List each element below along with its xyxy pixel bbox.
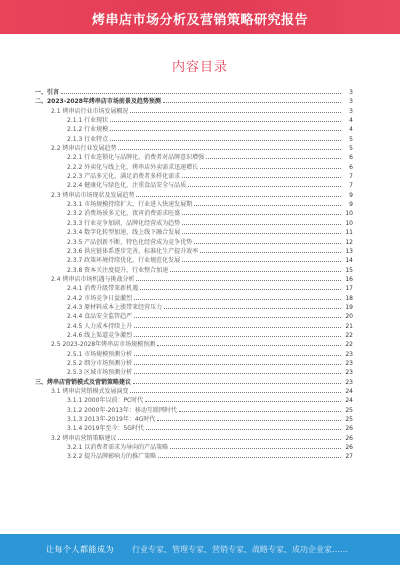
toc-entry[interactable] (35, 191, 353, 200)
toc-entry-page: 13 (345, 247, 353, 255)
toc-entry-page: 11 (345, 229, 353, 237)
toc-entry[interactable] (35, 406, 353, 415)
toc-leader-dots (157, 420, 341, 421)
toc-entry-label: 2.5.2 细分市场预测分析 (67, 359, 133, 367)
toc-entry-page: 22 (345, 331, 353, 339)
toc-leader-dots (130, 392, 341, 393)
toc-entry[interactable] (35, 228, 353, 237)
toc-entry-label: 2.4.1 消费升级带来新机遇 (67, 285, 139, 293)
toc-entry[interactable] (35, 368, 353, 377)
toc-entry-label: 3.1.3 2013年-2019年：4G时代 (67, 416, 156, 424)
toc-leader-dots (145, 401, 341, 402)
toc-leader-dots (140, 289, 341, 290)
toc-entry-label: 2.2.4 健康化与绿色化，注重食品安全与品质 (67, 182, 187, 190)
toc-entry-label: 2.3.4 数字化转型加速，线上线下融合发展 (67, 229, 181, 237)
toc-entry-label: 3.1.1 2000年以前：PC时代 (67, 397, 144, 405)
toc-leader-dots (157, 345, 341, 346)
toc-entry-label: 2.4.6 线上渠道竞争激烈 (67, 331, 133, 339)
toc-leader-dots (158, 457, 341, 458)
toc-entry-page: 24 (345, 388, 353, 395)
toc-leader-dots (110, 140, 341, 141)
toc-entry-label: 2.2.3 产品多元化，满足消费者多样化需求 (67, 173, 181, 181)
toc-entry[interactable] (35, 359, 353, 368)
toc-entry[interactable] (35, 247, 353, 256)
toc-leader-dots (182, 177, 341, 178)
toc-entry[interactable] (35, 387, 353, 396)
toc-entry-page: 6 (349, 163, 353, 171)
toc-leader-dots (134, 373, 341, 374)
toc-leader-dots (134, 327, 341, 328)
toc-leader-dots (163, 102, 341, 103)
toc-entry[interactable] (35, 209, 353, 218)
toc-entry-label: 2.3.6 供应链体系逐步完善，标准化生产提升效率 (67, 247, 199, 255)
toc-entry-page: 25 (345, 416, 353, 424)
toc-leader-dots (194, 205, 341, 206)
toc-entry-label: 3.1.4 2019年至今：5G时代 (67, 425, 144, 433)
toc-leader-dots (130, 112, 341, 113)
toc-entry[interactable] (35, 135, 353, 144)
toc-entry[interactable] (35, 256, 353, 265)
toc-entry-page: 3 (349, 89, 353, 96)
toc-leader-dots (164, 308, 341, 309)
toc-entry[interactable] (35, 107, 353, 116)
toc-leader-dots (61, 93, 341, 94)
toc-entry[interactable] (35, 396, 353, 405)
toc-entry-label: 2.3.5 产品创新不断，特色化经营成为竞争优势 (67, 238, 193, 246)
toc-entry-page: 18 (345, 294, 353, 302)
toc-entry-page: 3 (349, 98, 353, 106)
toc-entry[interactable] (35, 163, 353, 172)
toc-entry-page: 5 (349, 135, 353, 143)
toc-entry-label: 3.1.2 2000年-2013年：移动互联网时代 (67, 406, 177, 414)
toc-entry-label: 2.3.3 行业竞争加剧，品牌化经营成为趋势 (67, 219, 181, 227)
toc-entry-page: 10 (345, 210, 353, 218)
footer-slogan: 让每个人都能成为 (46, 545, 114, 554)
toc-entry[interactable] (35, 443, 353, 452)
toc-leader-dots (134, 299, 341, 300)
toc-entry-page: 23 (345, 378, 353, 386)
toc-entry-label: 2.4 烤串店市场机遇与挑战分析 (51, 275, 135, 283)
toc-entry-page: 4 (349, 117, 353, 125)
toc-title: 内容目录 (171, 60, 228, 75)
toc-leader-dots (200, 252, 341, 253)
toc-entry-page: 12 (345, 238, 353, 246)
toc-leader-dots (133, 383, 341, 384)
toc-entry-label: 2.4.5 人力成本持续上升 (67, 322, 133, 330)
toc-entry-label: 2.4.2 市场竞争日益激烈 (67, 294, 133, 302)
toc-leader-dots (170, 271, 341, 272)
toc-entry-page: 16 (345, 275, 353, 283)
footer-banner (0, 534, 400, 565)
toc-entry-label: 2.4.3 原材料成本上涨带来经营压力 (67, 303, 163, 311)
toc-leader-dots (188, 186, 341, 187)
toc-leader-dots (182, 214, 341, 215)
toc-entry[interactable] (35, 452, 353, 461)
toc-entry[interactable] (35, 284, 353, 293)
toc-entry[interactable] (35, 116, 353, 125)
toc-leader-dots (200, 168, 341, 169)
toc-entry-page: 25 (345, 406, 353, 414)
toc-entry-label: 2.2 烤串店行业发展趋势 (51, 145, 117, 153)
toc-entry-page: 3 (349, 107, 353, 115)
toc-entry-label: 2.1.1 行业现状 (67, 117, 109, 125)
toc-entry-label: 2.2.2 外卖化与线上化，烤串店外卖需求迅速增长 (67, 163, 199, 171)
toc-entry-label: 2.3.1 市场规模持续扩大，行业进入快速发展期 (67, 201, 193, 209)
report-title: 烤串店市场分析及营销策略研究报告 (91, 13, 308, 28)
toc-entry-page: 27 (345, 453, 353, 461)
toc-entry[interactable] (35, 424, 353, 433)
toc-entry[interactable] (35, 378, 353, 387)
toc-entry-page: 23 (345, 369, 353, 377)
toc-entry-page: 9 (349, 191, 353, 199)
toc-entry-label: 2.5 2023-2028年烤串店市场规模预测 (51, 341, 156, 349)
toc-entry-label: 2.5.3 区域市场预测分析 (67, 369, 133, 377)
toc-entry[interactable] (35, 266, 353, 275)
toc-entry-page: 21 (345, 322, 353, 330)
toc-leader-dots (170, 448, 341, 449)
toc-leader-dots (118, 149, 341, 150)
toc-leader-dots (136, 280, 341, 281)
toc-leader-dots (110, 130, 341, 131)
toc-entry-label: 2.3.7 政策环境持续优化，行业规范化发展 (67, 257, 181, 265)
toc-entry[interactable] (35, 97, 353, 106)
report-header (0, 0, 400, 34)
toc-entry[interactable] (35, 275, 353, 284)
toc-entry-label: 3.2 烤串店营销策略建议 (51, 434, 117, 442)
toc-entry[interactable] (35, 312, 353, 321)
toc-entry-page: 17 (345, 285, 353, 293)
toc-entry-label: 2.2.1 行业连锁化与品牌化，消费者对品牌意识增强 (67, 154, 205, 162)
toc-entry-page: 20 (345, 313, 353, 321)
toc-leader-dots (110, 121, 341, 122)
toc-entry[interactable] (35, 294, 353, 303)
toc-leader-dots (134, 364, 341, 365)
toc-entry[interactable] (35, 181, 353, 190)
toc-entry[interactable] (35, 125, 353, 134)
toc-leader-dots (118, 439, 341, 440)
toc-entry[interactable] (35, 415, 353, 424)
toc-leader-dots (136, 196, 341, 197)
toc-entry-label: 二、2023-2028年烤串店市场前景及趋势预测 (35, 98, 161, 106)
toc-entry[interactable] (35, 238, 353, 247)
toc-leader-dots (134, 336, 341, 337)
toc-entry-page: 26 (345, 444, 353, 452)
footer-roles: 行业专家、管理专家、营销专家、战略专家、成功企业家…… (132, 545, 348, 554)
toc-entry[interactable] (35, 200, 353, 209)
toc-leader-dots (146, 429, 341, 430)
toc-entry[interactable] (35, 331, 353, 340)
toc-entry-page: 6 (349, 154, 353, 162)
toc-entry-label: 2.5.1 市场规模预测分析 (67, 350, 133, 358)
toc-entry-label: 2.3.2 消费场景多元化，夜宵消费需求旺盛 (67, 210, 181, 218)
toc-leader-dots (194, 243, 341, 244)
toc-entry-page: 23 (345, 359, 353, 367)
toc-entry[interactable] (35, 350, 353, 359)
toc-entry-page: 24 (345, 397, 353, 405)
toc-entry[interactable] (35, 219, 353, 228)
toc-entry-label: 3.2.2 提升品牌影响力的推广策略 (67, 453, 157, 461)
toc-entry[interactable] (35, 340, 353, 349)
toc-entry-page: 5 (349, 145, 353, 153)
toc-entry-page: 26 (345, 434, 353, 442)
toc-leader-dots (179, 411, 341, 412)
toc-entry-page: 9 (349, 201, 353, 209)
toc-entry-label: 2.3 烤串店市场现状及发展趋势 (51, 191, 135, 199)
toc-entry-page: 10 (345, 219, 353, 227)
toc-entry[interactable] (35, 172, 353, 181)
toc-entry-page: 22 (345, 341, 353, 349)
toc-entry-page: 19 (345, 303, 353, 311)
toc-entry-label: 2.4.4 食品安全监管趋严 (67, 313, 133, 321)
toc-entry-page: 14 (345, 257, 353, 265)
toc-entry-label: 2.1 烤串店行业市场发展概况 (51, 107, 129, 115)
toc-entry-label: 3.2.1 以消费者需求为导向的产品策略 (67, 444, 169, 452)
toc-entry-label: 2.1.3 行业特点 (67, 135, 109, 143)
toc-leader-dots (134, 317, 341, 318)
toc-leader-dots (182, 261, 341, 262)
toc-entry-label: 3.1 烤串店营销模式发展演变 (51, 388, 129, 395)
toc-entry[interactable] (35, 322, 353, 331)
toc-entry-label: 2.1.2 行业规模 (67, 126, 109, 134)
toc-entry[interactable] (35, 153, 353, 162)
toc-entry-page: 7 (349, 173, 353, 181)
toc-entry-label: 一、引言 (35, 89, 60, 96)
toc-leader-dots (134, 355, 341, 356)
toc-leader-dots (182, 233, 341, 234)
toc-entry[interactable] (35, 434, 353, 443)
toc-entry-page: 15 (345, 266, 353, 274)
toc-entry[interactable] (35, 144, 353, 153)
table-of-contents (35, 88, 353, 518)
toc-entry[interactable] (35, 303, 353, 312)
toc-entry-label: 三、烤串店营销模式及营销策略建议 (35, 378, 132, 386)
toc-entry-page: 23 (345, 350, 353, 358)
toc-entry-label: 2.3.8 资本关注度提升，行业整合加速 (67, 266, 169, 274)
toc-entry-page: 26 (345, 425, 353, 433)
toc-leader-dots (182, 224, 341, 225)
toc-leader-dots (206, 158, 341, 159)
toc-entry-page: 4 (349, 126, 353, 134)
toc-entry-page: 7 (349, 182, 353, 190)
toc-entry[interactable] (35, 88, 353, 97)
